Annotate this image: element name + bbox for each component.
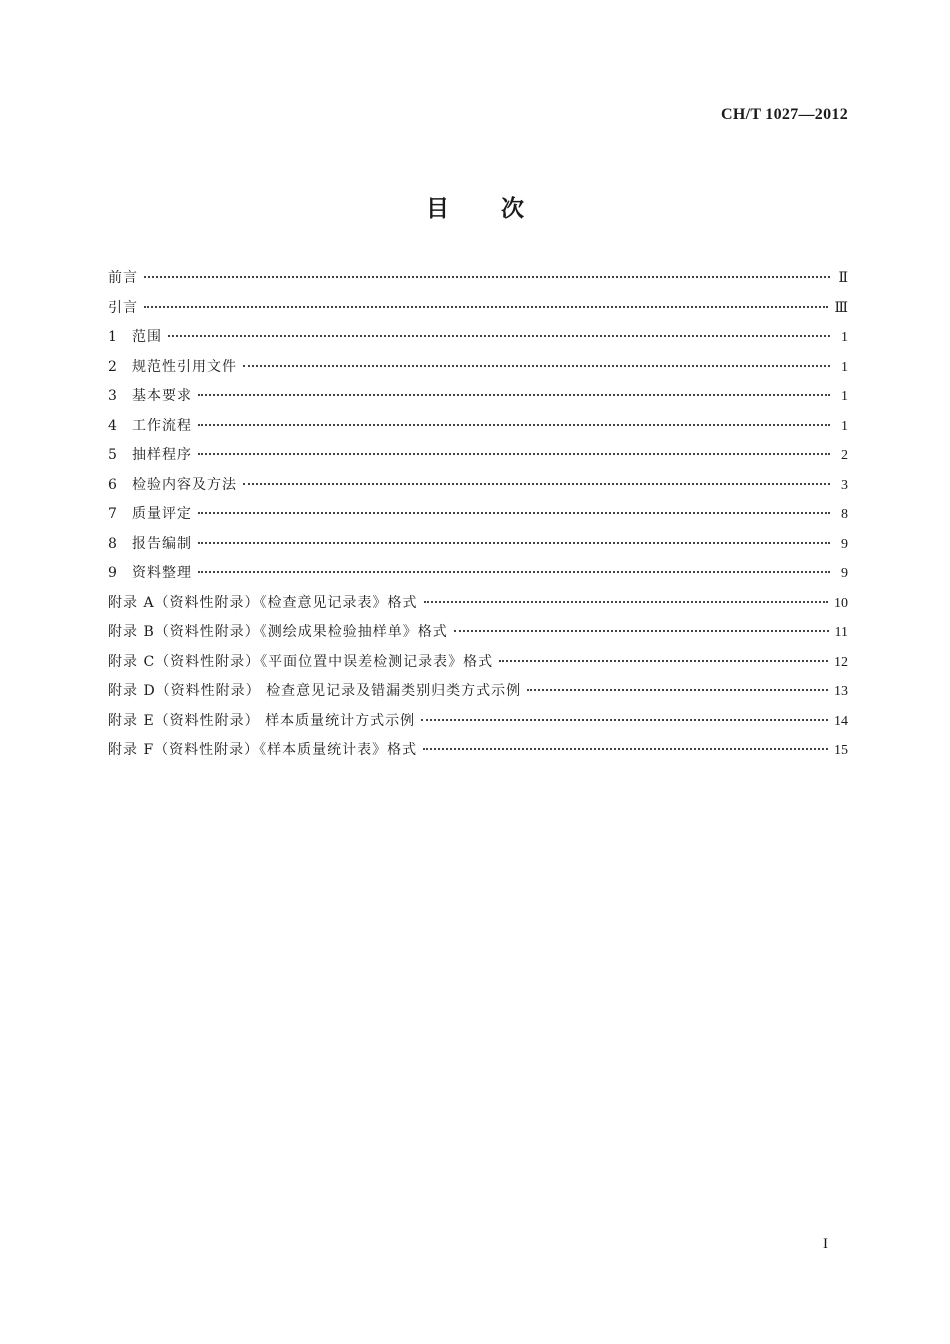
- toc-entry[interactable]: [108, 680, 848, 710]
- page-number: I: [823, 1236, 828, 1252]
- toc-entry[interactable]: [108, 533, 848, 563]
- toc-entry-number: 1: [108, 329, 117, 345]
- toc-entry-page: 2: [841, 448, 848, 463]
- toc-entry[interactable]: [108, 739, 848, 769]
- toc-entry[interactable]: [108, 592, 848, 622]
- toc-entry[interactable]: [108, 385, 848, 415]
- toc-entry[interactable]: [108, 621, 848, 651]
- toc-entry-page: 14: [834, 713, 848, 729]
- toc-entry-label: 基本要求: [132, 388, 192, 404]
- toc-dot-leader: [144, 306, 828, 308]
- toc-entry-page: 10: [834, 595, 848, 611]
- toc-dot-leader: [243, 483, 830, 485]
- toc-dot-leader: [454, 630, 829, 632]
- toc-entry[interactable]: [108, 503, 848, 533]
- toc-dot-leader: [243, 365, 830, 367]
- toc-dot-leader: [527, 689, 828, 691]
- toc-entry[interactable]: [108, 474, 848, 504]
- toc-entry-label: 前言: [108, 270, 138, 286]
- toc-list: [108, 267, 848, 769]
- toc-entry-page: Ⅲ: [834, 300, 848, 316]
- toc-entry-number: 2: [108, 358, 117, 375]
- toc-entry-label: 质量评定: [132, 506, 192, 522]
- toc-entry[interactable]: [108, 326, 848, 356]
- toc-title: 目次: [426, 196, 576, 222]
- toc-entry-label: 规范性引用文件: [132, 358, 237, 375]
- toc-entry-label: 附录 D（资料性附录） 检查意见记录及错漏类别归类方式示例: [108, 683, 522, 699]
- toc-entry[interactable]: [108, 415, 848, 445]
- toc-dot-leader: [423, 748, 828, 750]
- toc-entry-number: 4: [108, 417, 117, 434]
- toc-entry-page: Ⅱ: [838, 271, 848, 286]
- toc-entry-label: 附录 E（资料性附录） 样本质量统计方式示例: [108, 712, 416, 729]
- toc-dot-leader: [144, 276, 830, 278]
- toc-dot-leader: [424, 601, 828, 603]
- toc-entry-label: 检验内容及方法: [132, 476, 237, 493]
- toc-entry-label: 抽样程序: [132, 447, 192, 463]
- standard-code: CH/T 1027—2012: [720, 106, 848, 123]
- toc-entry-number: 7: [108, 506, 117, 522]
- toc-entry-label: 工作流程: [132, 417, 192, 434]
- toc-entry[interactable]: [108, 444, 848, 474]
- toc-dot-leader: [198, 394, 830, 396]
- toc-entry[interactable]: [108, 356, 848, 386]
- toc-entry-label: 范围: [132, 329, 162, 345]
- toc-entry-label: 附录 A（资料性附录）《检查意见记录表》格式: [108, 594, 418, 611]
- toc-dot-leader: [499, 660, 828, 662]
- toc-entry-label: 附录 B（资料性附录）《测绘成果检验抽样单》格式: [108, 624, 448, 640]
- toc-entry-page: 15: [834, 743, 848, 758]
- toc-dot-leader: [198, 571, 830, 573]
- toc-entry[interactable]: [108, 297, 848, 327]
- toc-entry-page: 13: [834, 684, 848, 699]
- toc-dot-leader: [168, 335, 830, 337]
- toc-entry-page: 8: [841, 507, 848, 522]
- toc-entry-label: 报告编制: [132, 535, 192, 552]
- toc-entry-page: 1: [841, 330, 848, 345]
- toc-entry-label: 附录 C（资料性附录）《平面位置中误差检测记录表》格式: [108, 653, 494, 670]
- toc-entry-page: 12: [834, 654, 848, 670]
- toc-entry[interactable]: [108, 710, 848, 740]
- toc-entry-page: 9: [841, 566, 848, 581]
- toc-dot-leader: [198, 453, 830, 455]
- toc-entry[interactable]: [108, 562, 848, 592]
- toc-dot-leader: [198, 512, 830, 514]
- toc-entry[interactable]: [108, 267, 848, 297]
- toc-entry-page: 9: [841, 536, 848, 552]
- toc-entry-page: 1: [841, 418, 848, 434]
- toc-entry-number: 6: [108, 476, 117, 493]
- toc-dot-leader: [421, 719, 828, 721]
- toc-entry-label: 附录 F（资料性附录）《样本质量统计表》格式: [108, 742, 418, 758]
- toc-entry-label: 资料整理: [132, 565, 192, 581]
- toc-entry-number: 3: [108, 388, 117, 404]
- toc-entry-label: 引言: [108, 299, 138, 316]
- toc-entry-number: 8: [108, 535, 117, 552]
- toc-entry[interactable]: [108, 651, 848, 681]
- toc-dot-leader: [198, 542, 830, 544]
- toc-entry-number: 5: [108, 447, 117, 463]
- toc-entry-page: 1: [841, 359, 848, 375]
- toc-entry-page: 11: [834, 625, 848, 640]
- toc-entry-page: 3: [841, 477, 848, 493]
- toc-entry-page: 1: [841, 389, 848, 404]
- toc-entry-number: 9: [108, 565, 117, 581]
- toc-dot-leader: [198, 424, 830, 426]
